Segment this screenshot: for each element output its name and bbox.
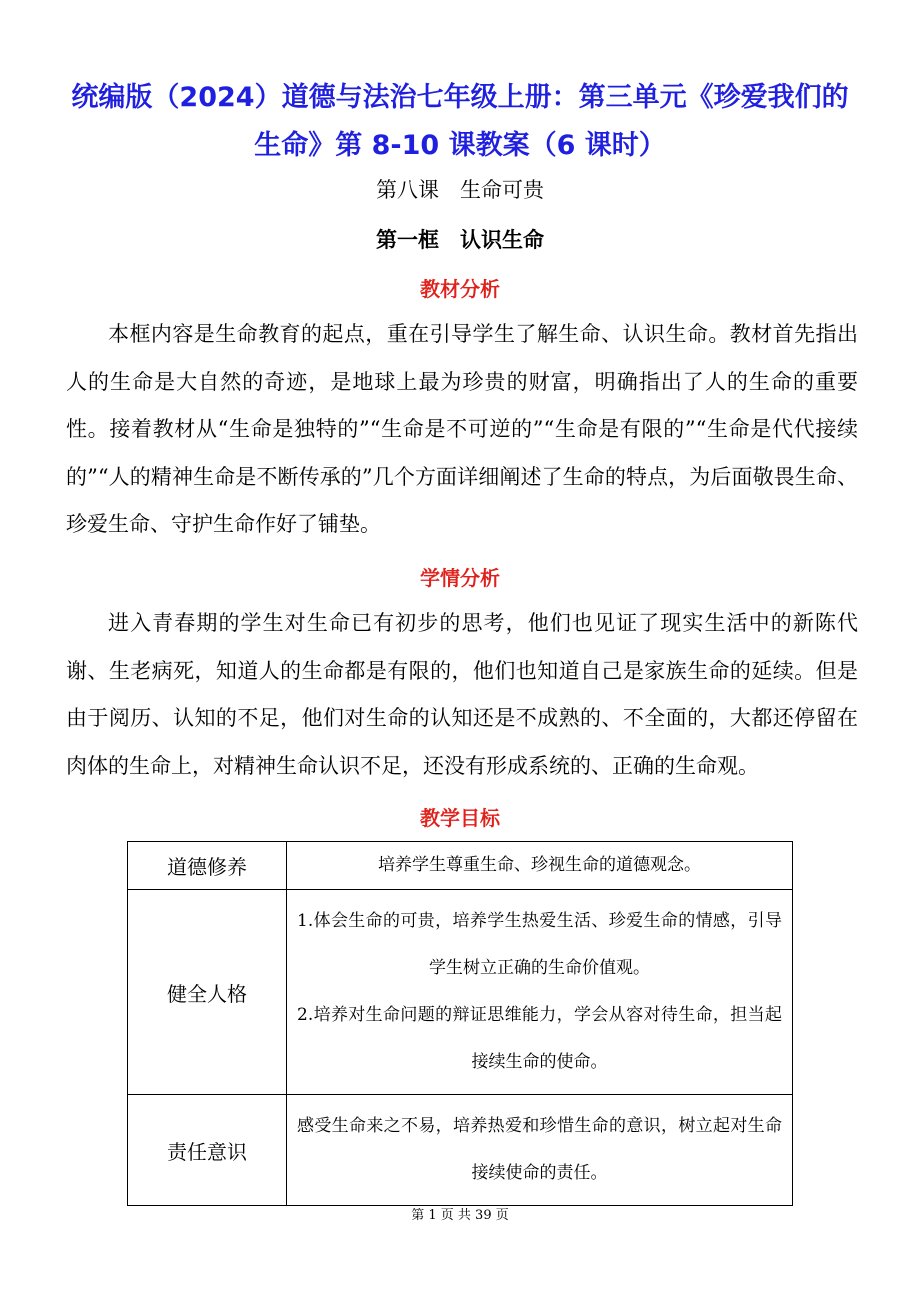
student-analysis-paragraph: 进入青春期的学生对生命已有初步的思考，他们也见证了现实生活中的新陈代谢、生老病死，知道人的生命都是有限的，他们也知道自己是家族生命的延续。但是由于阅历、认知的不足，他们对生命的认知还是不成熟的、不全面的，大都还停留在肉体的生命上，对精神生命认识不足，还没有形成系统的、正确的生命观。 (66, 611, 858, 778)
goal-content (287, 842, 793, 890)
lesson-title: 第八课 生命可贵 (376, 178, 544, 202)
frame-title: 第一框 认识生命 (376, 228, 544, 252)
goal-label: 健全人格 (128, 890, 287, 1095)
goal-content (287, 1095, 793, 1206)
page-number: 第 1 页 共 39 页 (411, 1208, 509, 1223)
teaching-goals-table (127, 841, 793, 1206)
goal-line: 1.体会生命的可贵，培养学生热爱生活、珍爱生命的情感，引导学生树立正确的生命价值观。 (297, 911, 782, 978)
goal-content (287, 890, 793, 1095)
table-row (128, 890, 793, 1095)
table-row (128, 842, 793, 890)
goal-line: 培养学生尊重生命、珍视生命的道德观念。 (378, 855, 701, 875)
goal-line: 感受生命来之不易，培养热爱和珍惜生命的意识，树立起对生命接续使命的责任。 (297, 1116, 782, 1183)
document-title: 统编版（2024）道德与法治七年级上册：第三单元《珍爱我们的生命》第 8-10 课教案（6 课时） (71, 82, 849, 161)
table-row (128, 1095, 793, 1206)
goal-label: 道德修养 (128, 842, 287, 890)
goal-line: 2.培养对生命问题的辩证思维能力，学会从容对待生命，担当起接续生命的使命。 (297, 1005, 782, 1072)
goal-label: 责任意识 (128, 1095, 287, 1206)
textbook-analysis-heading: 教材分析 (420, 277, 500, 301)
textbook-analysis-paragraph: 本框内容是生命教育的起点，重在引导学生了解生命、认识生命。教材首先指出人的生命是大自然的奇迹，是地球上最为珍贵的财富，明确指出了人的生命的重要性。接着教材从“生命是独特的”“生命是不可逆的”“生命是有限的”“生命是代代接续的”“人的精神生命是不断传承的”几个方面详细阐述了生命的特点，为后面敬畏生命、珍爱生命、守护生命作好了铺垫。 (66, 322, 858, 536)
student-analysis-heading: 学情分析 (420, 566, 500, 590)
teaching-goals-heading: 教学目标 (420, 806, 500, 830)
